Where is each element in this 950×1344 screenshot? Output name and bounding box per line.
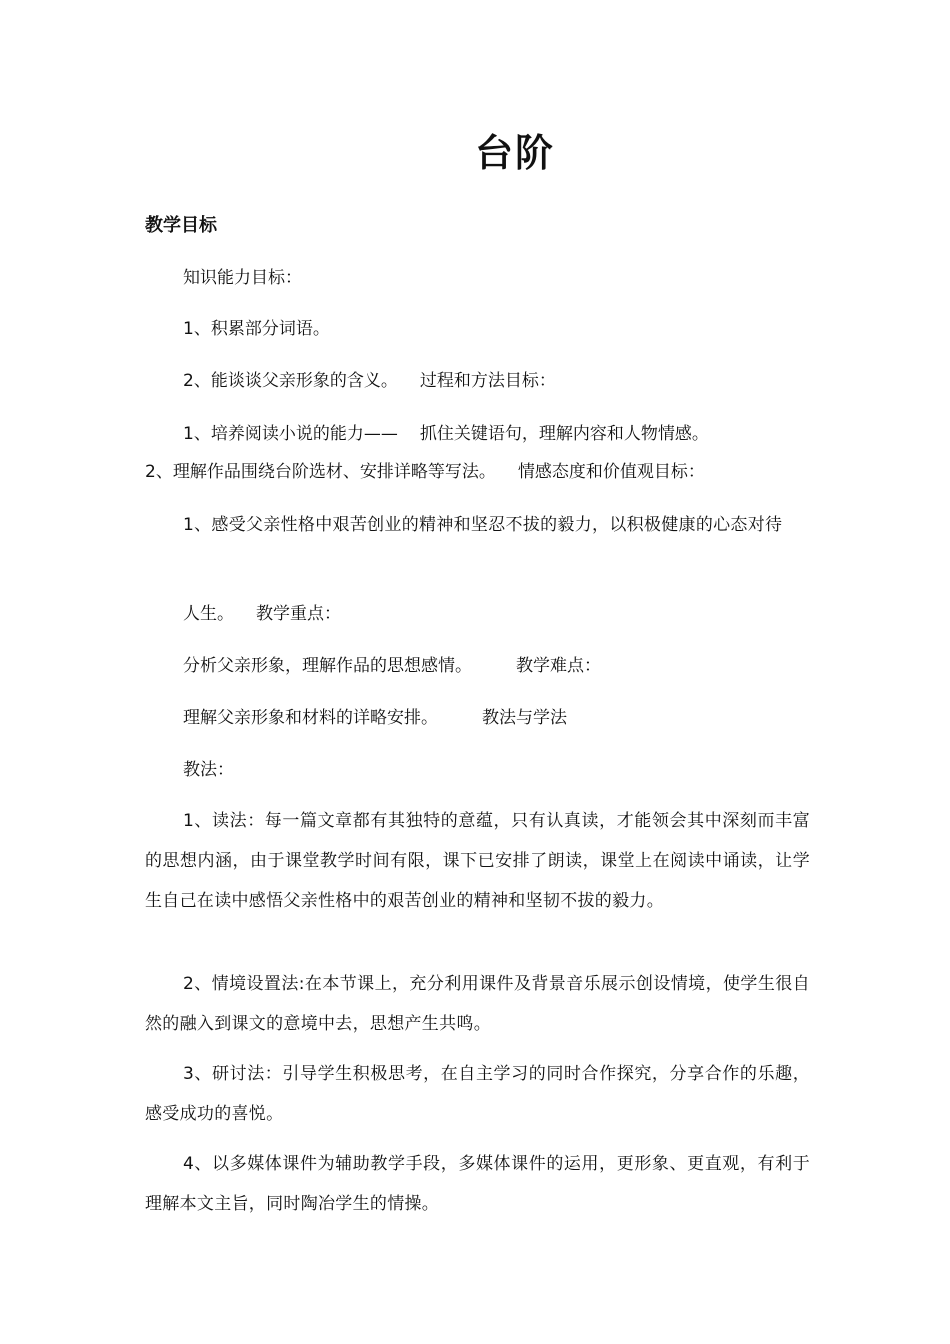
emotion-item-1: 1、感受父亲性格中艰苦创业的精神和坚忍不拔的毅力，以积极健康的心态对待: [183, 515, 783, 535]
difficulty-line: [183, 704, 810, 732]
process-item-1: [183, 420, 810, 448]
process-item-1-text-b: 抓住关键语句，理解内容和人物情感。: [419, 424, 709, 444]
page-title: 台阶: [474, 131, 555, 175]
goal-item-1: 1、积累部分词语。: [183, 319, 330, 339]
teaching-methods-label: 教法：: [183, 760, 234, 780]
method-2-paragraph: 2、情境设置法:在本节课上，充分利用课件及背景音乐展示创设情境，使学生很自然的融入到课文的意境中去，思想产生共鸣。: [145, 974, 810, 1034]
process-goal-label: 过程和方法目标：: [419, 371, 556, 391]
emotion-goal-label: 情感态度和价值观目标：: [517, 462, 705, 482]
process-item-2-text: 2、理解作品围绕台阶选材、安排详略等写法。: [145, 462, 496, 482]
key-point-line: [183, 652, 810, 680]
emotion-item-1-end: 人生。: [183, 604, 234, 624]
emotion-item-1-cont: [183, 600, 810, 628]
goal-item-2-text: 2、能谈谈父亲形象的含义。: [183, 371, 398, 391]
key-point-label: 教学重点：: [256, 604, 341, 624]
difficulty-text: 理解父亲形象和材料的详略安排。: [183, 708, 438, 728]
process-item-1-text-a: 1、培养阅读小说的能力——: [183, 424, 398, 444]
section-heading: 教学目标: [145, 215, 217, 236]
method-3-paragraph: 3、研讨法：引导学生积极思考，在自主学习的同时合作探究，分享合作的乐趣，感受成功的喜悦。: [145, 1064, 810, 1124]
key-point-text: 分析父亲形象，理解作品的思想感情。: [183, 656, 472, 676]
knowledge-goal-label: 知识能力目标：: [183, 268, 302, 288]
difficulty-label: 教学难点：: [516, 656, 601, 676]
method-1-paragraph: 1、读法：每一篇文章都有其独特的意蕴，只有认真读，才能领会其中深刻而丰富的思想内涵，由于课堂教学时间有限，课下已安排了朗读，课堂上在阅读中诵读，让学生自己在读中感悟父亲性格中的艰苦创业的精神和坚韧不拔的毅力。: [145, 811, 810, 911]
goal-item-2: [183, 367, 810, 395]
methods-heading: 教法与学法: [482, 708, 567, 728]
process-item-2: [145, 458, 810, 486]
method-4-paragraph: 4、以多媒体课件为辅助教学手段，多媒体课件的运用，更形象、更直观，有利于理解本文主旨，同时陶冶学生的情操。: [145, 1154, 810, 1214]
